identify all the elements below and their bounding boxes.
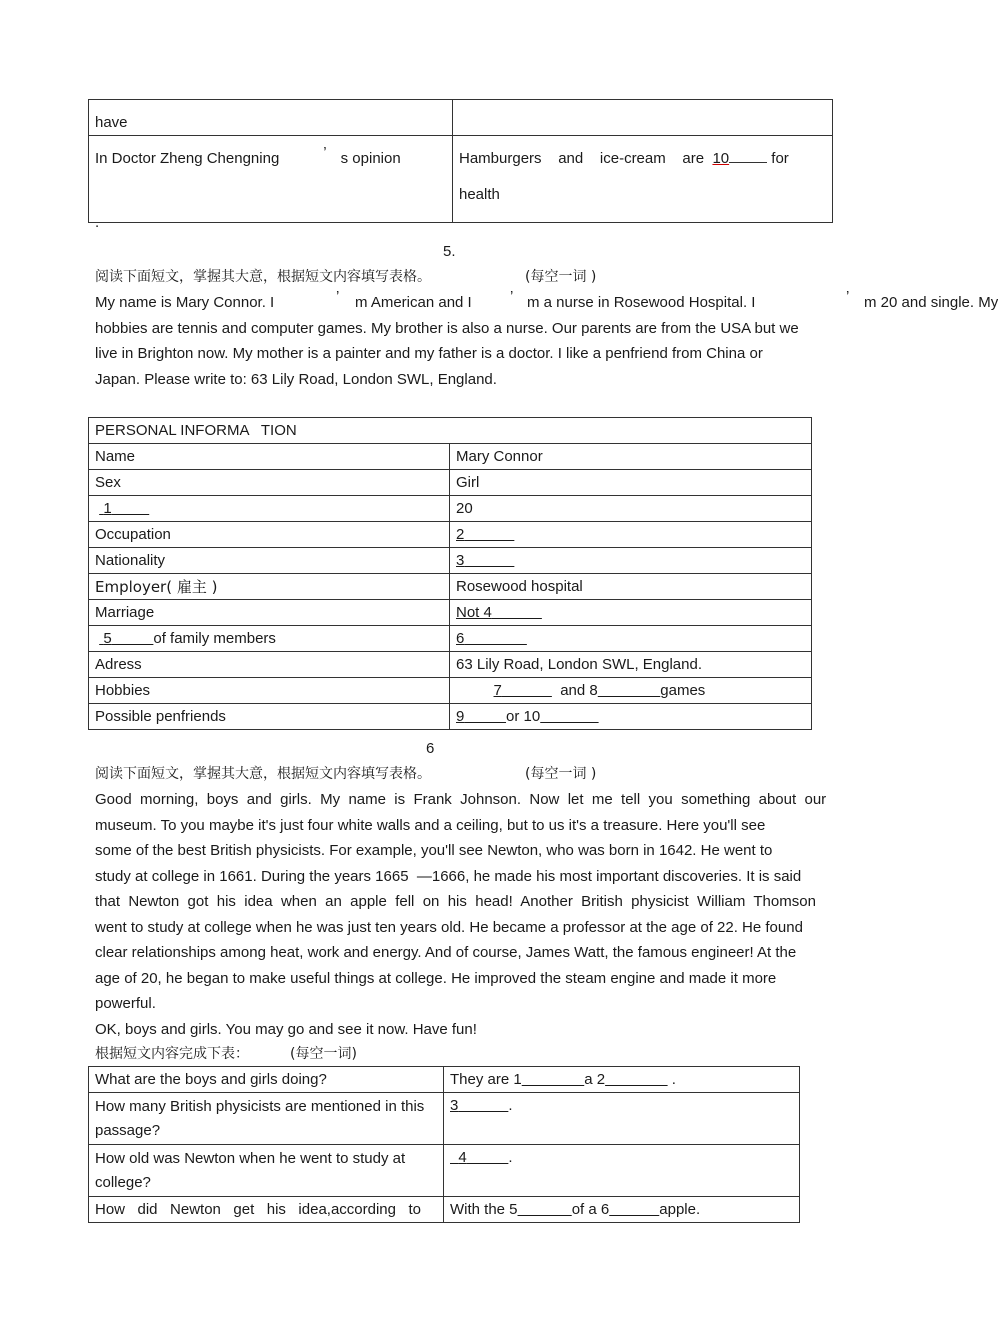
table-row [89,1197,800,1223]
table-cell: Marriage [89,600,450,626]
table-cell: 63 Lily Road, London SWL, England. [450,652,812,678]
table-row [89,418,812,444]
blank-10-penfriend[interactable] [540,708,598,725]
table-note: (每空一词) [290,1046,357,1062]
table-row [89,136,833,223]
section-5-note: (每空一词 ) [525,269,597,285]
table-cell [450,548,812,574]
table-cell: Rosewood hospital [450,574,812,600]
table-cell: Occupation [89,522,450,548]
blank-3-physicists[interactable]: 3 [450,1097,459,1114]
table-cell [89,496,450,522]
table-cell [450,626,812,652]
blank-9[interactable]: 9 [456,707,465,725]
table-cell: Hamburgers and ice-cream are 10 for health [453,136,833,223]
passage-line: study at college in 1661. During the years 1665 —1666, he made his most important discoveries. It is said [95,868,802,885]
section-5-number: 5. [443,243,456,260]
table-cell [453,100,833,136]
blank-2[interactable]: 2 [456,525,465,543]
passage-line: My name is Mary Connor. I [95,294,275,311]
table-cell: 9 or 10 [450,704,812,730]
table-row [89,652,812,678]
section-5-instruction: 阅读下面短文，掌握其大意，根据短文内容填写表格。 [95,269,431,285]
table-cell: With the 5 of a 6 apple. [444,1197,800,1223]
table-cell: 20 [450,496,812,522]
table-row [89,1067,800,1093]
blank-8[interactable] [598,682,661,699]
table-row [89,444,812,470]
table-personal-information [88,417,812,730]
table-cell: In Doctor Zheng Chengning ’ s opinion [89,136,453,223]
table-cell [450,600,812,626]
passage-line: that Newton got his idea when an apple fell on his head! Another British physicist William Thomson [95,893,816,910]
dot: . [95,214,100,231]
blank-10[interactable]: 10 [712,150,730,167]
table-row [89,522,812,548]
table-header: PERSONAL INFORMA TION [89,418,812,444]
section-6-instruction: 阅读下面短文，掌握其大意，根据短文内容填写表格。 [95,766,431,782]
passage-line: Japan. Please write to: 63 Lily Road, London SWL, England. [95,371,497,388]
table-cell: 4 . [444,1145,800,1197]
table-row [89,548,812,574]
passage-line: Good morning, boys and girls. My name is Frank Johnson. Now let me tell you something about our [95,791,827,808]
blank-6[interactable]: 6 [456,629,465,647]
table-cell: Adress [89,652,450,678]
passage-line: went to study at college when he was just ten years old. He became a professor at the age of 22. He found [95,919,803,936]
apostrophe: ’ [510,288,514,305]
table-cell: 5 of family members [89,626,450,652]
table-cell: How did Newton get his idea,according to [89,1197,444,1223]
table-cell: How many British physicists are mentioned in this passage? [89,1093,444,1145]
table-opinion [88,99,833,223]
blank-1-doing[interactable] [522,1071,585,1088]
table-row [89,470,812,496]
passage-line: hobbies are tennis and computer games. My brother is also a nurse. Our parents are from the USA but we [95,320,799,337]
passage-line: clear relationships among heat, work and energy. And of course, James Watt, the famous engineer! At the [95,944,797,961]
table-cell: 7 and 8 games [450,678,812,704]
table-cell: How old was Newton when he went to study at college? [89,1145,444,1197]
passage-line: some of the best British physicists. For example, you'll see Newton, who was born in 1642. He went to [95,842,773,859]
table-cell: Sex [89,470,450,496]
passage-line: live in Brighton now. My mother is a painter and my father is a doctor. I like a penfriend from China or [95,345,763,362]
table-cell: have [89,100,453,136]
blank-4-age[interactable]: 4 [458,1149,467,1166]
passage-line: m a nurse in Rosewood Hospital. I [527,294,756,311]
passage-line: m American and I [355,294,472,311]
blank-1[interactable]: 1 [103,499,112,517]
table-cell: What are the boys and girls doing? [89,1067,444,1093]
table-row [89,574,812,600]
table-row [89,704,812,730]
table-row [89,626,812,652]
table-museum-questions [88,1066,800,1223]
blank-6-fall[interactable] [609,1201,659,1218]
blank-4[interactable]: Not 4 [456,603,492,621]
blank-2-doing[interactable] [605,1071,668,1088]
apostrophe: ’ [336,288,340,305]
table-row [89,678,812,704]
table-row [89,100,833,136]
table-cell: Name [89,444,450,470]
table-row [89,496,812,522]
blank-5-help[interactable] [518,1201,572,1218]
passage-line: powerful. [95,995,156,1012]
table-cell: Mary Connor [450,444,812,470]
table-cell: 3 . [444,1093,800,1145]
blank-3[interactable]: 3 [456,551,465,569]
table-row [89,1145,800,1197]
table-cell: Employer( 雇主 ) [89,574,450,600]
blank-5[interactable]: 5 [103,629,112,647]
passage-line: museum. To you maybe it's just four white walls and a ceiling, but to us it's a treasure. Here you'll see [95,817,766,834]
table-cell: Possible penfriends [89,704,450,730]
table-cell: They are 1 a 2 . [444,1067,800,1093]
table-cell [450,522,812,548]
passage-line: age of 20, he began to make useful things at college. He improved the steam engine and made it more [95,970,777,987]
passage-line: m 20 and single. My [864,294,998,311]
table-row [89,600,812,626]
table-row [89,1093,800,1145]
table-cell: Nationality [89,548,450,574]
passage-line: OK, boys and girls. You may go and see it now. Have fun! [95,1021,477,1038]
blank-7[interactable]: 7 [493,681,502,699]
section-6-number: 6 [426,740,435,757]
apostrophe: ’ [846,288,850,305]
table-cell: Girl [450,470,812,496]
table-instruction: 根据短文内容完成下表： [95,1046,249,1062]
section-6-note: (每空一词 ) [525,766,597,782]
table-cell: Hobbies [89,678,450,704]
